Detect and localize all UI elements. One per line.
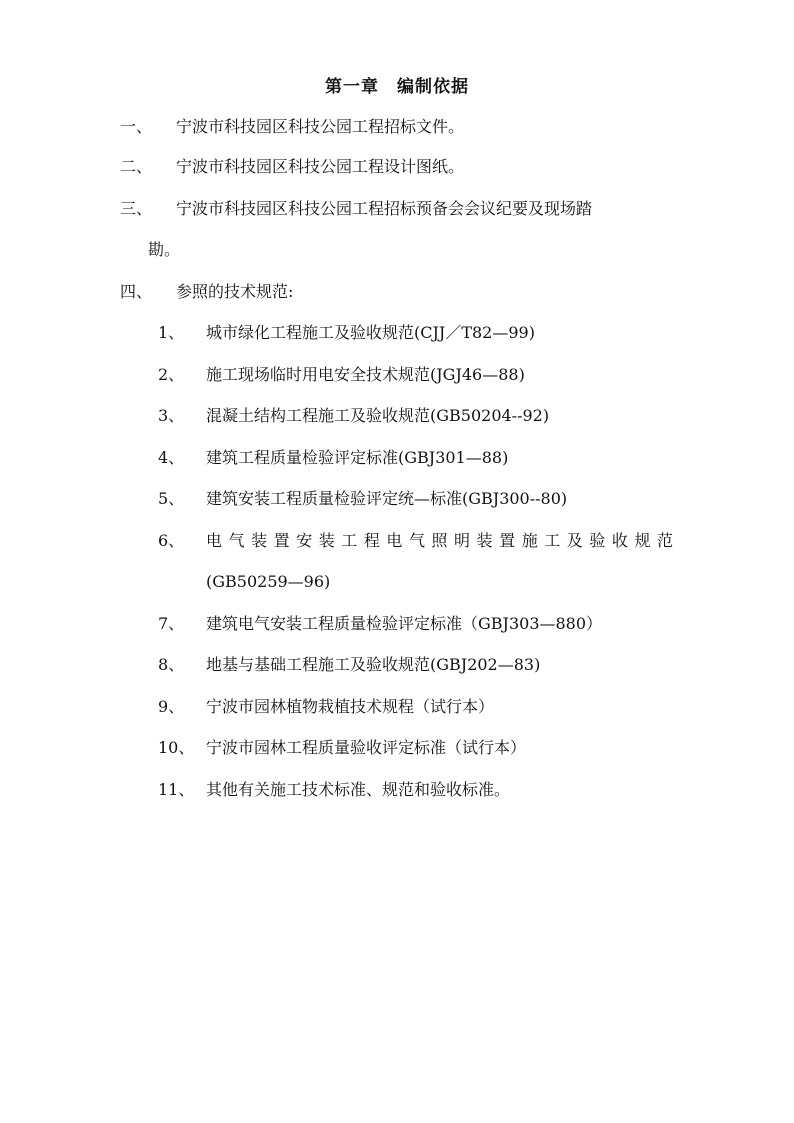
section-item [120,117,464,137]
section-number: 三、 [120,199,153,218]
spec-text: 电气装置安装工程电气照明装置施工及验收规范 [206,531,673,550]
spec-number: 7、 [158,614,185,633]
spec-item [158,655,540,675]
spec-item [158,365,525,385]
section-text: 宁波市科技园区科技公园工程设计图纸。 [176,157,465,176]
spec-text: 建筑工程质量检验评定标准(GBJ301—88) [206,448,509,467]
spec-item [158,406,549,426]
section-item [120,282,293,302]
spec-number: 5、 [158,489,185,508]
spec-item [158,489,567,509]
page-title [0,72,794,97]
spec-item [158,448,508,468]
spec-text: 混凝土结构工程施工及验收规范(GB50204--92) [206,406,550,425]
chapter-number: 第一章 [325,77,379,97]
spec-number: 11、 [158,780,195,799]
section-number: 二、 [120,157,153,176]
section-item [120,157,464,177]
spec-text: 建筑安装工程质量检验评定统—标准(GBJ300--80) [206,489,568,508]
spec-item [158,614,602,634]
chapter-name: 编制依据 [397,77,469,97]
spec-number: 10、 [158,738,195,757]
spec-text: 宁波市园林植物栽植技术规程（试行本） [206,697,495,716]
section-text: 参照的技术规范: [176,282,294,301]
spec-number: 2、 [158,365,185,384]
spec-item [158,780,510,800]
spec-item [158,531,673,551]
spec-text: 施工现场临时用电安全技术规范(JGJ46—88) [206,365,525,384]
spec-text: 城市绿化工程施工及验收规范(CJJ／T82—99) [206,323,535,342]
spec-number: 4、 [158,448,185,467]
section-text: 宁波市科技园区科技公园工程招标文件。 [176,117,465,136]
spec-number: 9、 [158,697,185,716]
spec-continuation: (GB50259—96) [206,572,331,591]
spec-number: 8、 [158,655,185,674]
spec-number: 6、 [158,531,185,550]
spec-text: 建筑电气安装工程质量检验评定标准（GBJ303—880） [206,614,603,633]
spec-number: 3、 [158,406,185,425]
section-continuation: 勘。 [148,240,181,259]
spec-text: 地基与基础工程施工及验收规范(GBJ202—83) [206,655,541,674]
section-number: 一、 [120,117,153,136]
section-text: 宁波市科技园区科技公园工程招标预备会会议纪要及现场踏 [176,199,593,218]
section-item [120,199,592,219]
spec-item [158,697,494,717]
spec-number: 1、 [158,323,185,342]
spec-item [158,323,535,343]
spec-text: 其他有关施工技术标准、规范和验收标准。 [206,780,511,799]
spec-item [158,738,526,758]
section-number: 四、 [120,282,153,301]
spec-text: 宁波市园林工程质量验收评定标准（试行本） [206,738,527,757]
